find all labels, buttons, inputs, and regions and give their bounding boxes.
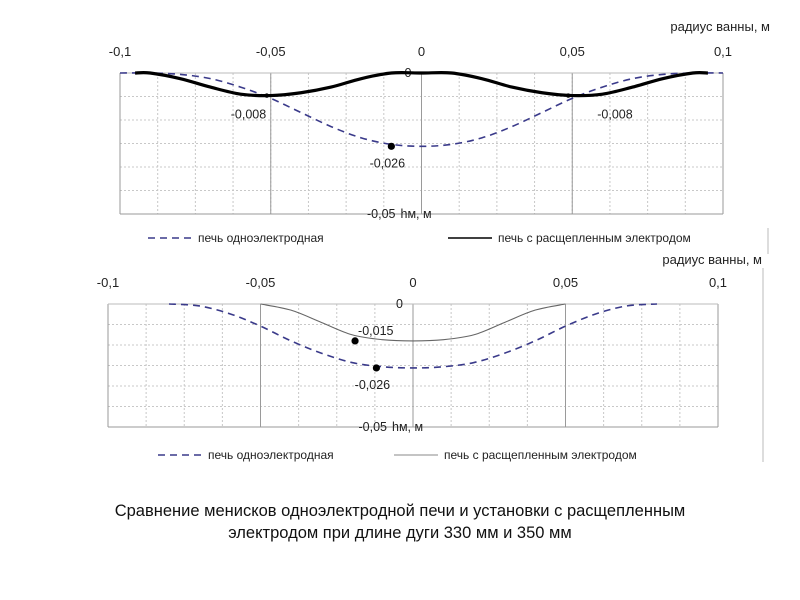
chart2-x-axis-label: радиус ванны, м [662, 252, 762, 267]
chart1-value-marker [566, 93, 570, 97]
chart2-x-tick-label: 0 [409, 275, 417, 290]
chart1-x-tick-label: 0 [417, 44, 426, 59]
chart1-y-tick-label: -0,05 [367, 207, 396, 221]
chart1-x-axis-label: радиус ванны, м [670, 19, 770, 34]
chart2-y-axis-label: hм, м [392, 420, 424, 434]
chart2-y-tick-label: -0,05 [358, 420, 387, 434]
chart2-legend-label-1: печь одноэлектродная [208, 448, 334, 462]
chart1-value-marker [265, 93, 269, 97]
chart1-y-tick-label: 0 [404, 66, 412, 80]
chart1-annotation-label: -0,026 [369, 156, 406, 171]
chart2-x-tick-label: -0,05 [245, 275, 276, 290]
chart1-x-tick-label: 0,1 [713, 44, 733, 59]
chart1-x-tick-label: -0,1 [108, 44, 132, 59]
chart1-x-tick-label: 0,05 [559, 44, 585, 59]
caption-line-1: Сравнение менисков одноэлектродной печи и установки с расщепленным [114, 502, 686, 520]
chart2-y-tick-label: 0 [396, 297, 403, 311]
chart2-x-tick-label: -0,1 [96, 275, 120, 290]
chart2-legend-label-2: печь с расщепленным электродом [444, 448, 637, 462]
chart1-value-marker [388, 143, 395, 150]
chart1-legend-label-1: печь одноэлектродная [198, 231, 324, 245]
figure-caption [40, 500, 760, 544]
chart1-y-axis-label: hм, м [400, 207, 432, 221]
chart2-value-marker [373, 364, 380, 371]
chart2-annotation-label: -0,026 [354, 377, 391, 392]
chart1-x-tick-label: -0,05 [255, 44, 286, 59]
chart1-annotation-label: -0,008 [597, 107, 633, 122]
chart1-legend-label-2: печь с расщепленным электродом [498, 231, 691, 245]
chart1-annotation-label: -0,008 [230, 107, 267, 122]
chart2-annotation-label: -0,015 [358, 323, 394, 338]
chart2-x-tick-label: 0,05 [552, 275, 579, 290]
caption-line-2: электродом при длине дуги 330 мм и 350 мм [228, 524, 572, 542]
chart2-x-tick-label: 0,1 [708, 275, 728, 290]
chart2-value-marker [351, 337, 358, 344]
